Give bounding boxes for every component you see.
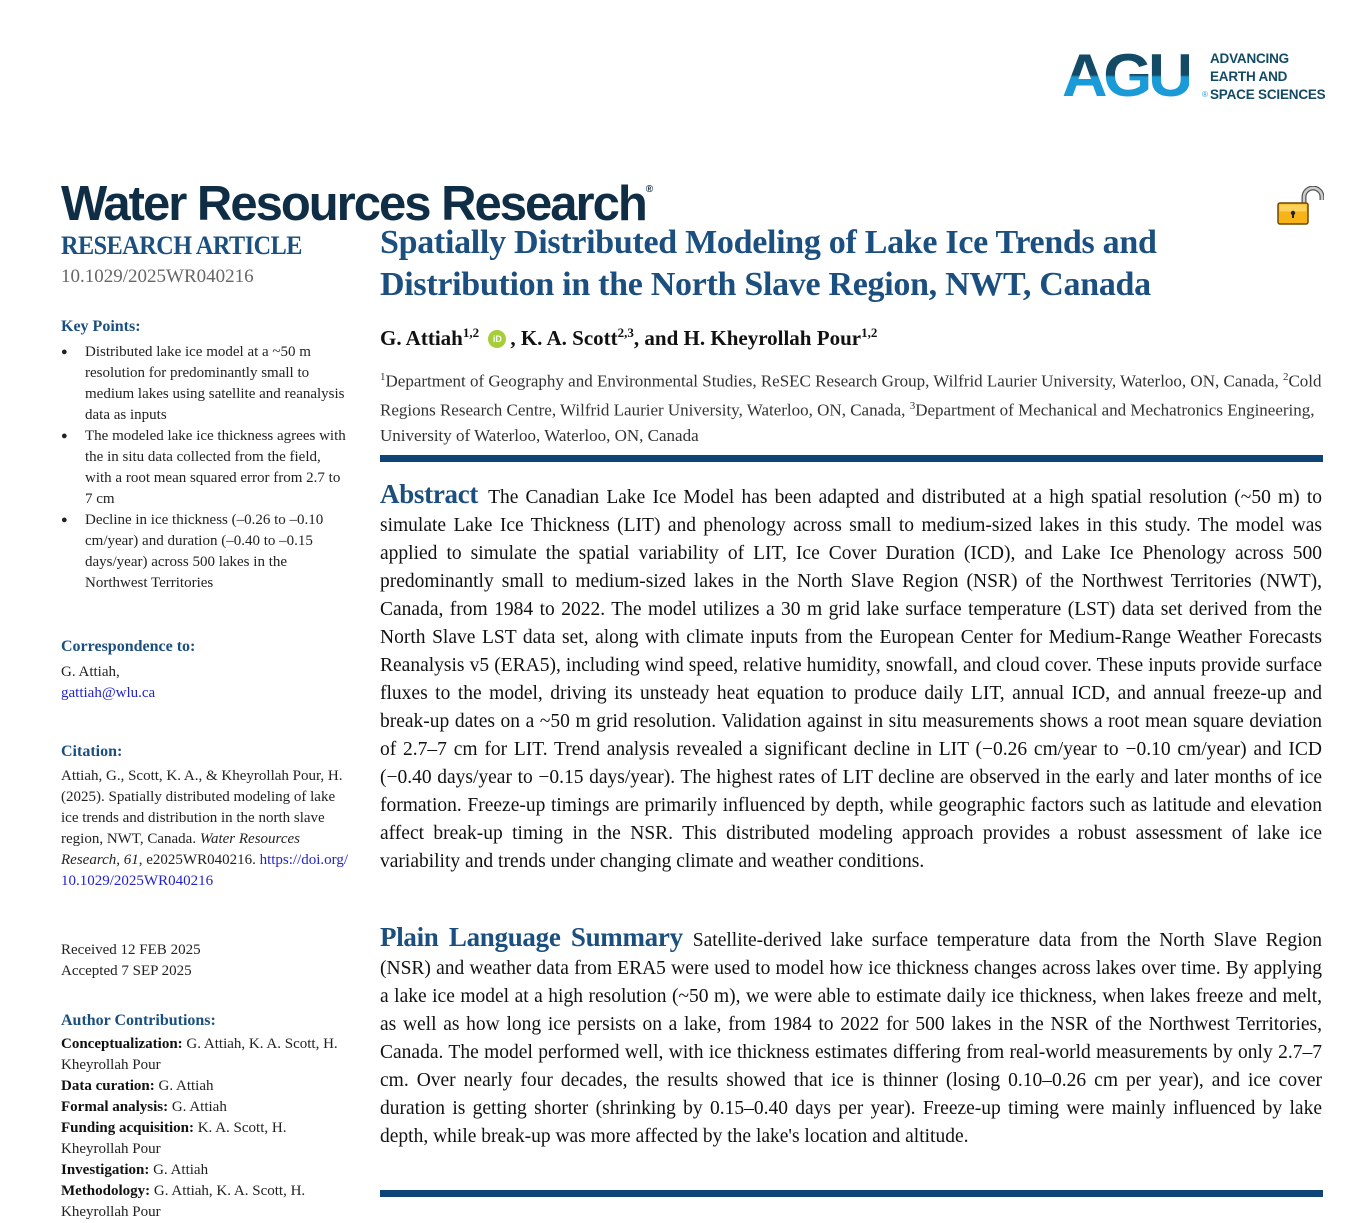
contribution-names: G. Attiah xyxy=(158,1078,214,1094)
plain-language-summary-text: Satellite-derived lake surface temperature data from the North Slave Region (NSR) and weather data from ERA5 were used to model how ice thickness changes across lakes over time. By applying a lake ice model at a high resolution (~50 m), we were able to estimate daily ice thickness, when lakes freeze and melt, as well as how long ice persists on a lake, from 1984 to 2022 for 500 lakes in the NSR of the Northwest Territories, Canada. The model performed well, with ice thickness estimates differing from real-world measurements by only 2.7–7 cm. Over nearly four decades, the results showed that ice is thinner (losing 0.10–0.26 cm per year), and ice cover duration is getting shorter (shrinking by 0.15–0.40 days per year). Freeze-up timing were mainly influenced by lake depth, while break-up was more affected by the lake's location and altitude. xyxy=(380,930,1322,1147)
affiliation-number: 3 xyxy=(909,400,916,413)
contribution-names: G. Attiah xyxy=(153,1162,209,1178)
citation-doi-link[interactable]: https://doi.org/10.1029/2025WR040216 xyxy=(61,852,349,889)
correspondence-name: G. Attiah, xyxy=(61,664,120,680)
author-separator: , xyxy=(510,326,521,350)
author-contributions-heading: Author Contributions: xyxy=(61,1012,216,1029)
citation-journal: Water Resources Research xyxy=(61,831,300,868)
citation-text: Attiah, G., Scott, K. A., & Kheyrollah Pour, H. (2025). Spatially distributed modeling of lake ice trends and distribution in the north slave region, NWT, Canada. Water Resources Research, 61, e2025WR040216. https://doi.org/10.1029/2025WR040216 xyxy=(61,768,349,889)
open-access-lock-icon xyxy=(1276,186,1324,226)
key-point: ● The modeled lake ice thickness agrees with the in situ data collected from the field, with a root mean squared error from 2.7 to 7 cm xyxy=(61,426,346,510)
key-point: ● Distributed lake ice model at a ~50 m resolution for predominantly small to medium lakes using satellite and reanalysis data as inputs xyxy=(61,342,346,426)
affiliation-number: 1 xyxy=(380,371,386,383)
registered-mark: ® xyxy=(1202,90,1208,99)
contribution-names: K. A. Scott, H. Kheyrollah Pour xyxy=(61,1120,287,1157)
contribution-item xyxy=(61,1097,351,1118)
contribution-names: G. Attiah xyxy=(171,1099,227,1115)
contribution-role: Conceptualization: xyxy=(61,1036,183,1052)
section-divider xyxy=(380,1190,1323,1197)
correspondence-email-link[interactable]: gattiah@wlu.ca xyxy=(61,685,156,701)
correspondence-heading: Correspondence to: xyxy=(61,638,196,655)
received-date: Received 12 FEB 2025 xyxy=(61,942,201,958)
citation-id: , e2025WR040216. xyxy=(138,852,260,868)
tagline-line: EARTH AND xyxy=(1210,69,1288,84)
contribution-role: Formal analysis: xyxy=(61,1099,169,1115)
affiliations xyxy=(380,365,1322,449)
contribution-item xyxy=(61,1160,351,1181)
article-type: RESEARCH ARTICLE xyxy=(61,231,302,260)
contribution-role: Data curation: xyxy=(61,1078,155,1094)
agu-logo-text: AGU xyxy=(1062,42,1190,109)
citation-volume: 61 xyxy=(123,852,139,868)
orcid-icon[interactable]: iD xyxy=(488,330,506,348)
trademark: ® xyxy=(645,184,654,195)
author-list xyxy=(380,319,1322,352)
citation-heading: Citation: xyxy=(61,743,123,760)
section-divider xyxy=(380,455,1323,462)
journal-title-text: Water Resources Research xyxy=(61,177,646,231)
contribution-role: Funding acquisition: xyxy=(61,1120,194,1136)
accepted-date: Accepted 7 SEP 2025 xyxy=(61,963,192,979)
citation-body: Attiah, G., Scott, K. A., & Kheyrollah Pour, H. (2025). Spatially distributed modeling of lake ice trends and distribution in the north slave region, NWT, Canada. xyxy=(61,768,343,847)
contribution-names: G. Attiah, K. A. Scott, H. Kheyrollah Pour xyxy=(61,1183,306,1220)
affiliation-text: Cold Regions Research Centre, Wilfrid Laurier University, Waterloo, ON, Canada, xyxy=(380,371,1322,420)
contribution-item xyxy=(61,1118,351,1160)
contribution-item xyxy=(61,1034,351,1076)
article-dates xyxy=(61,940,346,982)
affiliation-text: Department of Geography and Environmental Studies, ReSEC Research Group, Wilfrid Laurier University, Waterloo, ON, Canada, xyxy=(385,371,1283,391)
affiliation-number: 2 xyxy=(1282,371,1289,383)
author-affiliation-marker: 1,2 xyxy=(861,325,878,340)
author-separator: , and xyxy=(633,326,684,350)
agu-tagline xyxy=(1210,50,1325,104)
contribution-role: Methodology: xyxy=(61,1183,151,1199)
plain-language-summary-section xyxy=(380,923,1322,1151)
author-contributions xyxy=(61,1034,351,1223)
author-affiliation-marker: 1,2 xyxy=(462,325,480,340)
abstract-section xyxy=(380,480,1322,876)
contribution-item xyxy=(61,1181,351,1223)
key-points-heading: Key Points: xyxy=(61,318,141,335)
article-title: Spatially Distributed Modeling of Lake Ice Trends and Distribution in the North Slave Region, NWT, Canada xyxy=(380,224,1157,303)
abstract-heading: Abstract xyxy=(380,479,479,509)
abstract-text: The Canadian Lake Ice Model has been adapted and distributed at a high spatial resolution (~50 m) to simulate Lake Ice Thickness (LIT) and phenology across small to medium-sized lakes in this study. The model was applied to simulate the spatial variability of LIT, Ice Cover Duration (ICD), and Lake Ice Phenology across 500 predominantly small to medium-sized lakes in the North Slave Region (NSR) of the Northwest Territories (NWT), Canada, from 1984 to 2022. The model utilizes a 30 m grid lake surface temperature (LST) data set derived from the North Slave LST data set, along with climate inputs from the European Center for Medium-Range Weather Forecasts Reanalysis v5 (ERA5), including wind speed, relative humidity, snowfall, and cloud cover. These inputs provide surface fluxes to the model, driving its unsteady heat equation to produce daily LIT, annual ICD, and annual freeze-up and break-up dates on a ~50 m grid resolution. Validation against in situ measurements shows a root mean square deviation of 2.7–7 cm for LIT. Trend analysis revealed a significant decline in LIT (−0.26 cm/year to −0.10 cm/year) and ICD (−0.40 days/year to −0.15 days/year). The highest rates of LIT decline are observed in the early and later months of ice formation. Freeze-up timings are primarily influenced by depth, while geographic factors such as latitude and elevation affect break-up timing in the NSR. This distributed modeling approach provides a robust assessment of lake ice variability and trends under changing climate and weather conditions. xyxy=(380,487,1322,872)
author-name[interactable]: H. Kheyrollah Pour xyxy=(683,326,862,350)
agu-logo[interactable] xyxy=(1062,42,1327,109)
tagline-line: ADVANCING xyxy=(1210,51,1289,66)
contribution-item xyxy=(61,1076,351,1097)
author-affiliation-marker: 2,3 xyxy=(617,325,634,340)
author-name[interactable]: G. Attiah xyxy=(380,326,463,350)
contribution-role: Investigation: xyxy=(61,1162,150,1178)
key-points-list xyxy=(61,342,346,594)
affiliation-text: Department of Mechanical and Mechatronics Engineering, University of Waterloo, Waterloo, ON, Canada xyxy=(380,400,1315,446)
tagline-line: SPACE SCIENCES xyxy=(1210,87,1326,102)
key-point: ● Decline in ice thickness (–0.26 to –0.10 cm/year) and duration (–0.40 to –0.15 days/year) across 500 lakes in the Northwest Territories xyxy=(61,510,346,594)
author-name[interactable]: K. A. Scott xyxy=(520,326,618,350)
contribution-names: G. Attiah, K. A. Scott, H. Kheyrollah Pour xyxy=(61,1036,338,1073)
article-doi: 10.1029/2025WR040216 xyxy=(61,266,254,287)
plain-language-summary-heading: Plain Language Summary xyxy=(380,922,683,952)
